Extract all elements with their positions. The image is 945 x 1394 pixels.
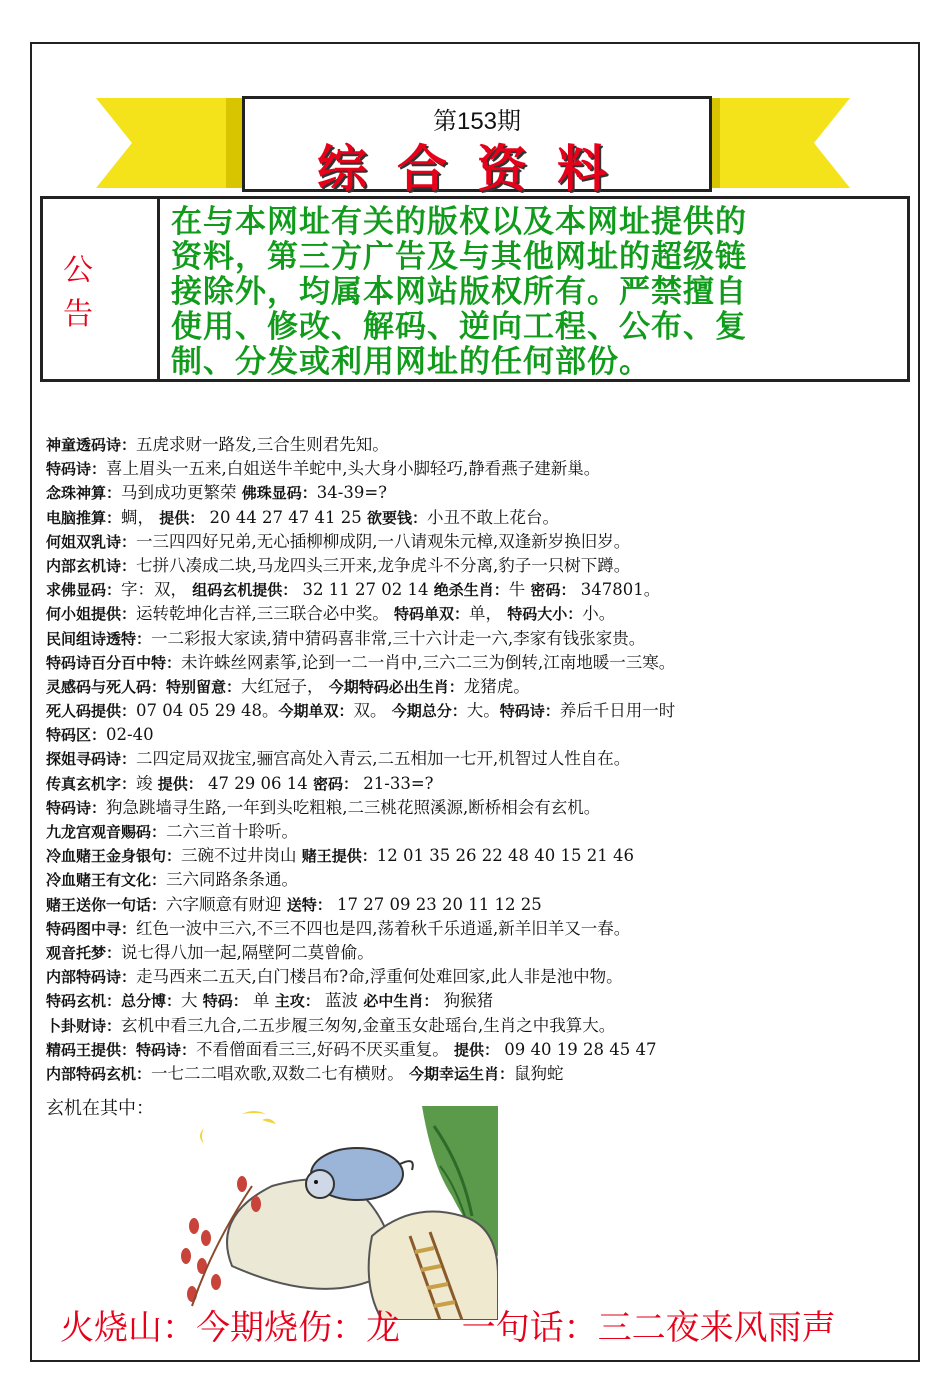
notice-line: 在与本网址有关的版权以及本网址提供的	[171, 204, 747, 240]
info-line	[46, 796, 906, 820]
info-line	[46, 602, 906, 626]
info-line	[46, 530, 906, 554]
notice-box	[40, 196, 910, 382]
info-line	[46, 723, 906, 747]
info-label: 佛珠显码：	[241, 484, 317, 503]
info-value: 347801。	[575, 580, 661, 600]
info-label: 特码诗：	[46, 460, 107, 479]
info-line	[46, 772, 906, 796]
info-line	[46, 457, 906, 481]
info-value: 二四定局双拢宝,骊宫高处入青云,二五相加一七开,机智过人性自在。	[136, 749, 631, 769]
info-label: 特码玄机：	[46, 992, 122, 1011]
info-label: 特码诗百分百中特：	[46, 653, 182, 672]
info-label: 提供：	[159, 508, 205, 527]
info-line	[46, 989, 906, 1013]
info-value: 三六同路条条通。	[166, 870, 299, 890]
info-value: 大。	[466, 701, 500, 721]
info-label: 今期特码必出生肖：	[328, 677, 464, 696]
info-label: 神童透码诗：	[46, 436, 137, 454]
info-line	[46, 820, 906, 844]
info-line	[46, 627, 906, 651]
info-label: 送特：	[286, 895, 332, 914]
info-line	[46, 917, 906, 941]
info-value: 双。	[353, 701, 392, 721]
info-label: 何小姐提供：	[46, 605, 137, 624]
info-label: 传真玄机字：	[46, 774, 137, 793]
info-label: 特码图中寻：	[46, 919, 137, 938]
info-label: 特码大小：	[507, 605, 583, 624]
info-value: 小丑不敢上花台。	[427, 507, 559, 527]
info-line	[46, 1038, 906, 1062]
info-label: 灵感码与死人码：	[46, 677, 167, 696]
info-value: 牛	[508, 580, 531, 600]
info-value: 20 44 27 47 41 25	[204, 507, 367, 527]
info-line	[46, 965, 906, 989]
info-label: 绝杀生肖：	[433, 581, 509, 600]
info-label: 何姐双乳诗：	[46, 532, 137, 551]
info-line	[46, 747, 906, 771]
info-value: 21-33=?	[358, 773, 434, 793]
info-label: 念珠神算：	[46, 484, 122, 503]
info-label: 组码玄机提供：	[192, 581, 298, 600]
info-label: 内部玄机诗：	[46, 556, 137, 575]
info-value: 大	[181, 991, 203, 1011]
info-label: 冷血赌王有文化：	[46, 871, 167, 890]
info-label: 民间组诗透特：	[46, 629, 152, 648]
info-value: 一二彩报大家读,猜中猜码喜非常,三十六计走一六,李家有钱张家贵。	[151, 628, 646, 648]
info-line	[46, 893, 906, 917]
info-value: 02-40	[106, 725, 154, 745]
info-label: 赌王送你一句话：	[46, 895, 167, 914]
info-line	[46, 1014, 906, 1038]
info-value: 六字顺意有财迎	[166, 894, 287, 914]
info-label: 内部特码诗：	[46, 968, 137, 987]
info-line	[46, 578, 906, 602]
info-label: 卜卦财诗：	[46, 1016, 122, 1035]
info-value: 蓝波	[319, 991, 364, 1011]
right-ribbon-decoration	[690, 96, 850, 196]
info-label: 冷血赌王金身银句：	[46, 847, 182, 866]
title-banner	[242, 96, 712, 198]
issue-number: 第153期	[432, 108, 522, 135]
info-label: 九龙宫观音赐码：	[46, 823, 167, 841]
info-label: 特码诗：	[136, 1040, 197, 1059]
info-value: 二六三首十聆听。	[166, 822, 299, 841]
info-value: 12 01 35 26 22 48 40 15 21 46	[376, 846, 634, 866]
info-value: 一三四四好兄弟,无心插柳柳成阴,一八请观朱元樟,双逢新岁换旧岁。	[136, 531, 631, 551]
info-value: 17 27 09 23 20 11 12 25	[331, 894, 542, 914]
info-label: 欲要钱：	[366, 508, 427, 527]
notice-text	[171, 205, 891, 380]
info-value: 喜上眉头一五来,白姐送牛羊蛇中,头大身小脚轻巧,静看燕子建新巢。	[106, 459, 601, 479]
info-value: 竣	[136, 773, 158, 793]
info-line	[46, 481, 906, 505]
info-value: 说七得八加一起,隔壁阿二莫曾偷。	[121, 942, 374, 962]
info-label: 主攻：	[274, 992, 320, 1011]
info-label: 死人码提供：	[46, 702, 137, 721]
info-label: 今期总分：	[391, 702, 467, 721]
info-label: 求佛显码：	[46, 581, 122, 600]
hedgehog-illustration	[172, 1106, 498, 1320]
notice-line: 制、分发或利用网址的任何部份。	[171, 344, 651, 380]
info-value: 单	[247, 991, 275, 1011]
notice-label-cell	[43, 199, 160, 379]
info-label: 特码：	[202, 992, 248, 1011]
info-value: 未许蛛丝网素筝,论到一二一肖中,三六二三为倒转,江南地暖一三寒。	[181, 652, 676, 672]
info-value: 狗急跳墙寻生路,一年到头吃粗粮,二三桃花照溪源,断桥相会有玄机。	[106, 797, 601, 817]
info-value: 小。	[582, 604, 616, 624]
notice-line: 使用、修改、解码、逆向工程、公布、复	[171, 309, 747, 345]
footer-part2: 一句话：三二夜来风雨声	[461, 1308, 836, 1348]
info-lines	[46, 433, 906, 1086]
footer-part1: 火烧山：今期烧伤：龙	[60, 1308, 400, 1348]
info-value: 单，	[469, 604, 508, 624]
info-value: 34-39=?	[316, 483, 388, 503]
notice-line: 资料，第三方广告及与其他网址的超级链	[171, 239, 747, 275]
notice-label: 公告	[63, 253, 119, 332]
info-value: 红色一波中三六,不三不四也是四,荡着秋千乐逍遥,新羊旧羊又一春。	[136, 918, 631, 938]
page-title: 综合资料	[317, 140, 637, 198]
info-value: 一七二二唱欢歌,双数二七有横财。	[151, 1063, 410, 1083]
info-label: 特码诗：	[499, 702, 560, 721]
info-label: 探姐寻码诗：	[46, 750, 137, 769]
info-label: 密码：	[530, 581, 576, 600]
info-line	[46, 844, 906, 868]
info-value: 07 04 05 29 48。	[136, 701, 279, 721]
info-value: 三碗不过井岗山	[181, 846, 302, 866]
info-value: 狗猴猪	[438, 991, 494, 1011]
info-value: 七拼八凑成二块,马龙四头三开来,龙争虎斗不分离,豹子一只树下蹲。	[136, 555, 631, 575]
info-label: 今期单双：	[278, 702, 354, 721]
info-value: 养后千日用一时	[559, 701, 676, 721]
info-line	[46, 699, 906, 723]
info-line	[46, 941, 906, 965]
info-value: 大红冠子，	[241, 676, 329, 696]
info-value: 运转乾坤化吉祥,三三联合必中奖。	[136, 604, 395, 624]
info-label: 密码：	[313, 774, 359, 793]
info-value: 字：双，	[121, 580, 193, 600]
info-line	[46, 675, 906, 699]
info-line	[46, 554, 906, 578]
info-line	[46, 868, 906, 892]
info-label: 观音托梦：	[46, 943, 122, 962]
info-label: 赌王提供：	[301, 847, 377, 866]
info-value: 玄机中看三九合,二五步履三匆匆,金童玉女赴瑶台,生肖之中我算大。	[121, 1015, 616, 1035]
notice-line: 接除外，均属本网站版权所有。严禁擅自	[171, 274, 747, 310]
info-label: 精码王提供：	[46, 1040, 137, 1059]
info-label: 提供：	[157, 774, 203, 793]
info-value: 不看僧面看三三,好码不厌买重复。	[196, 1039, 455, 1059]
info-label: 总分博：	[121, 992, 182, 1011]
info-value: 09 40 19 28 45 47	[499, 1039, 657, 1059]
info-label: 今期幸运生肖：	[409, 1064, 515, 1083]
info-line	[46, 506, 906, 530]
info-value: 五虎求财一路发,三合生则君先知。	[136, 435, 389, 454]
info-label: 特码单双：	[394, 605, 470, 624]
info-line	[46, 651, 906, 675]
info-value: 走马西来二五天,白门楼吕布?命,浮重何处难回家,此人非是池中物。	[136, 967, 623, 987]
info-line	[46, 1062, 906, 1086]
info-label: 特别留意：	[166, 677, 242, 696]
riddle-label: 玄机在其中：	[46, 1098, 154, 1119]
left-ribbon-decoration	[96, 96, 256, 196]
info-value: 龙猪虎。	[463, 676, 530, 696]
info-label: 内部特码玄机：	[46, 1064, 152, 1083]
info-line	[46, 433, 906, 457]
info-label: 必中生肖：	[363, 992, 439, 1011]
info-value: 鼠狗蛇	[514, 1063, 564, 1083]
info-label: 特码诗：	[46, 798, 107, 817]
info-value: 蜩，	[121, 507, 160, 527]
info-label: 提供：	[454, 1040, 500, 1059]
info-label: 特码区：	[46, 726, 107, 745]
info-value: 马到成功更繁荣	[121, 483, 242, 503]
info-value: 32 11 27 02 14	[297, 580, 434, 600]
info-value: 47 29 06 14	[202, 773, 313, 793]
info-label: 电脑推算：	[46, 508, 122, 527]
footer-banner	[60, 1300, 836, 1349]
